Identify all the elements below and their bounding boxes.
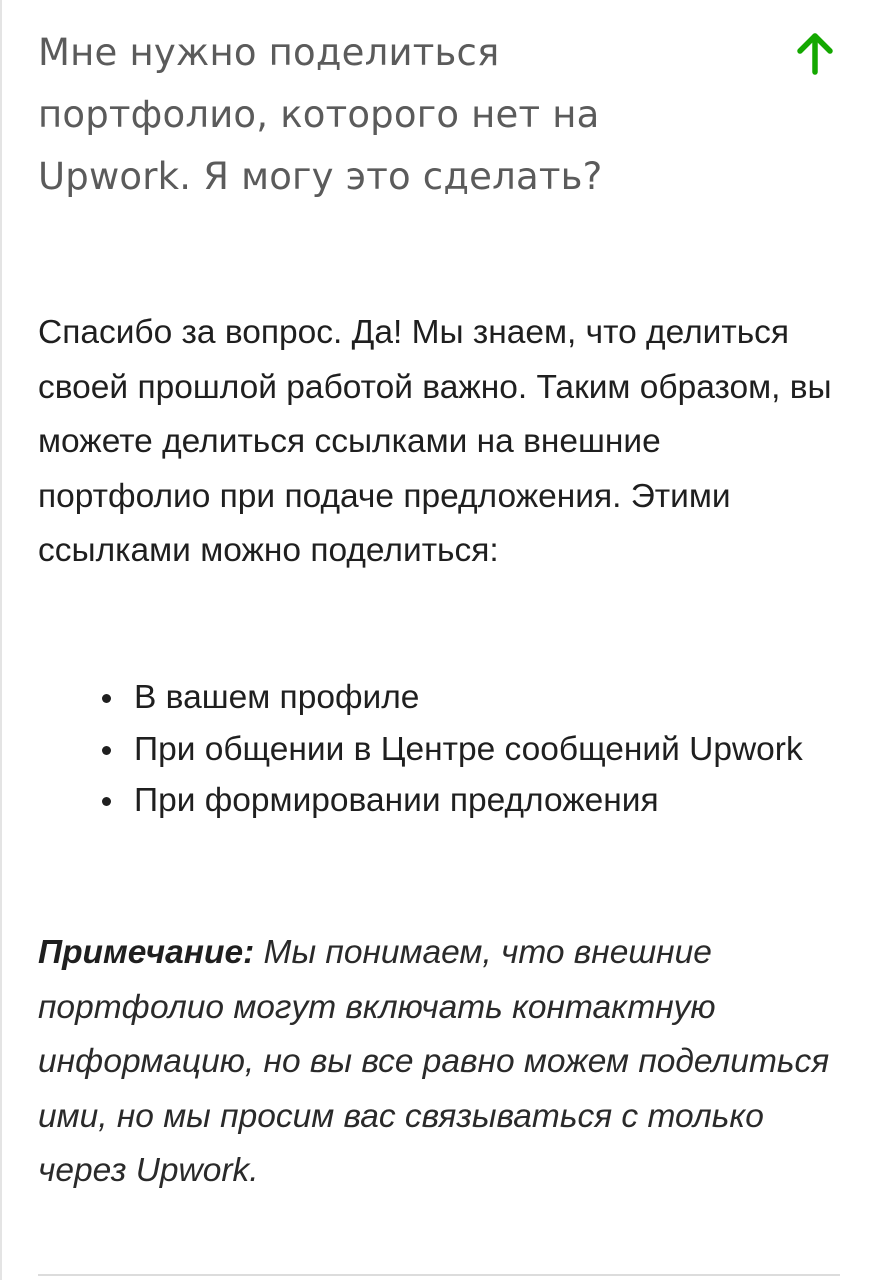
list-item (38, 775, 838, 827)
collapse-button[interactable] (795, 30, 835, 76)
list-item-text: При общении в Центре сообщений Upwork (134, 730, 803, 768)
faq-answer (38, 306, 838, 1189)
note-text: Мы понимаем, что внешние портфолио могут включать контактную информацию, но вы все равно можем поделиться ими, но мы просим вас связываться с только через Upwork. (38, 934, 830, 1189)
bullet-icon (102, 746, 111, 755)
faq-item (38, 0, 838, 1280)
answer-note (38, 926, 838, 1199)
list-item (38, 672, 838, 724)
list-item (38, 724, 838, 776)
faq-question-title[interactable]: Мне нужно поделиться портфолио, которого нет на Upwork. Я могу это сделать? (38, 31, 603, 198)
arrow-up-icon (795, 30, 835, 76)
bullet-icon (102, 694, 111, 703)
bullet-icon (102, 797, 111, 806)
left-border (0, 0, 2, 1280)
list-item-text: При формировании предложения (134, 782, 659, 819)
answer-intro: Спасибо за вопрос. Да! Мы знаем, что делиться своей прошлой работой важно. Таким образом, вы можете делиться ссылками на внешние портфолио при подаче предложения. Этими ссылками можно поделиться: (38, 314, 832, 569)
section-divider (38, 1274, 840, 1276)
list-item-text: В вашем профиле (134, 679, 420, 716)
note-label: Примечание: (38, 934, 255, 971)
share-locations-list (38, 672, 838, 827)
faq-question-row[interactable] (38, 22, 838, 208)
